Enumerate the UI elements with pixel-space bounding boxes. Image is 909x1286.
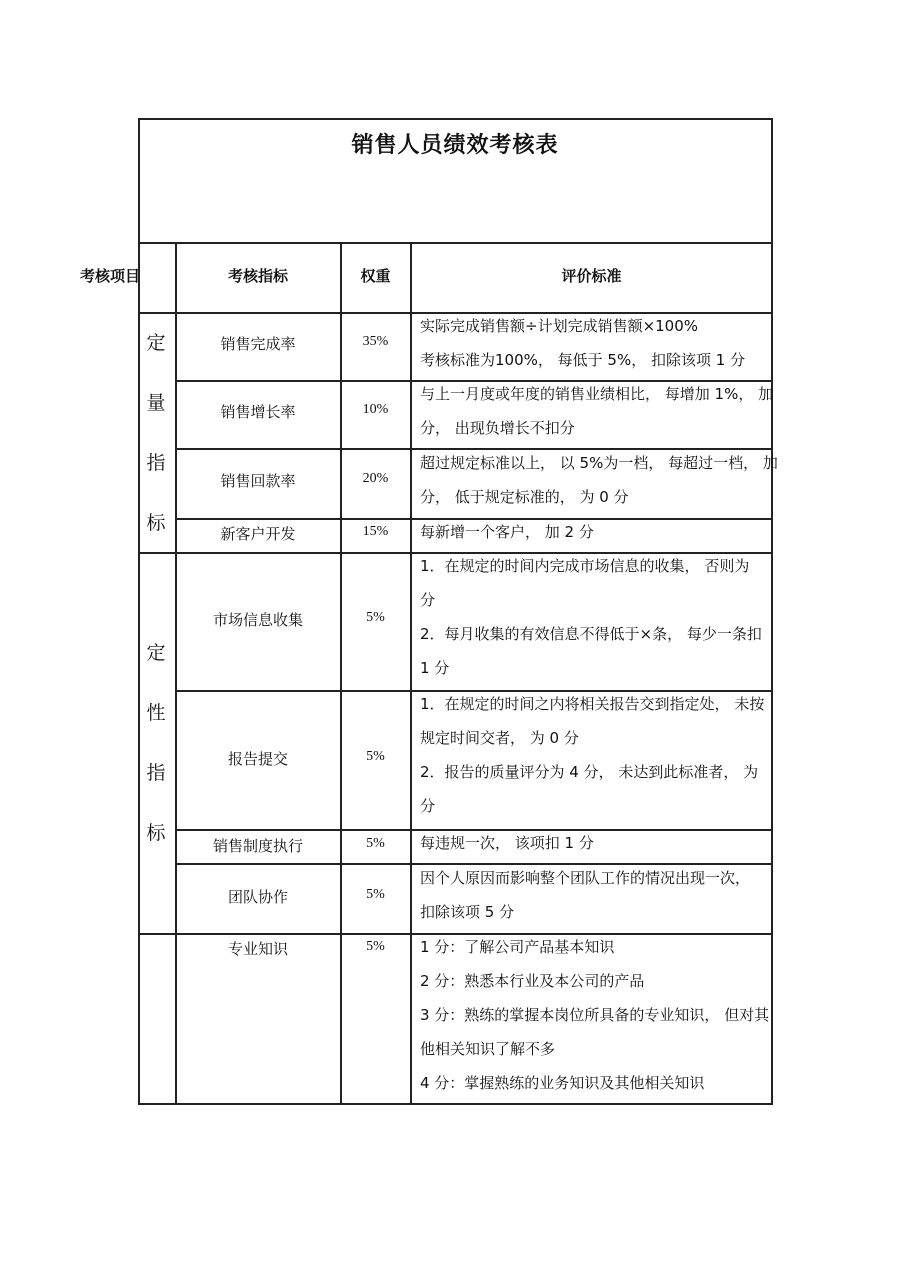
criteria-cell xyxy=(420,377,773,445)
criteria-cell xyxy=(420,515,594,549)
weight-cell: 10% xyxy=(362,402,389,417)
table-border-top xyxy=(138,118,773,120)
criteria-line: 2 分：熟悉本行业及本公司的产品 xyxy=(420,972,645,990)
criteria-line: 分 xyxy=(420,797,436,815)
indicator-cell: 专业知识 xyxy=(227,940,288,958)
weight-cell: 15% xyxy=(362,524,389,539)
col-divider-3 xyxy=(410,242,412,1104)
indicator-cell: 销售回款率 xyxy=(220,472,296,490)
criteria-line: 每违规一次， 该项扣 1 分 xyxy=(420,834,594,852)
criteria-line: 考核标准为100%， 每低于 5%， 扣除该项 1 分 xyxy=(420,351,746,369)
indicator-cell: 报告提交 xyxy=(227,750,288,768)
criteria-line: 1．在规定的时间之内将相关报告交到指定处， 未按 xyxy=(420,695,765,713)
criteria-line: 规定时间交者， 为 0 分 xyxy=(420,729,579,747)
weight-cell: 5% xyxy=(366,749,385,764)
indicator-cell: 新客户开发 xyxy=(220,525,296,543)
criteria-line: 超过规定标准以上， 以 5%为一档， 每超过一档， 加 xyxy=(420,454,778,472)
group-qualitative-char: 定 xyxy=(146,642,166,664)
weight-cell: 5% xyxy=(366,939,385,954)
table-border-bottom xyxy=(138,1103,773,1105)
group-qualitative-char: 标 xyxy=(146,822,166,844)
header-indicator: 考核指标 xyxy=(227,267,288,285)
header-criteria: 评价标准 xyxy=(561,267,622,285)
header-weight: 权重 xyxy=(360,267,391,285)
criteria-cell xyxy=(420,687,764,823)
col-divider-2 xyxy=(340,242,342,1104)
criteria-line: 分 xyxy=(420,591,436,609)
criteria-cell xyxy=(420,309,745,377)
criteria-cell xyxy=(420,861,750,929)
criteria-cell xyxy=(420,446,778,514)
criteria-line: 1．在规定的时间内完成市场信息的收集， 否则为 xyxy=(420,557,750,575)
criteria-line: 扣除该项 5 分 xyxy=(420,903,515,921)
criteria-line: 4 分：掌握熟练的业务知识及其他相关知识 xyxy=(420,1074,705,1092)
criteria-cell xyxy=(420,826,594,860)
group-qualitative-char: 性 xyxy=(146,702,166,724)
indicator-cell: 市场信息收集 xyxy=(212,611,303,629)
criteria-cell xyxy=(420,930,769,1100)
criteria-line: 分， 低于规定标准的， 为 0 分 xyxy=(420,488,629,506)
weight-cell: 5% xyxy=(366,610,385,625)
criteria-line: 分， 出现负增长不扣分 xyxy=(420,419,575,437)
group-quantitative-char: 量 xyxy=(146,392,166,414)
criteria-line: 每新增一个客户， 加 2 分 xyxy=(420,523,594,541)
criteria-line: 2．每月收集的有效信息不得低于×条， 每少一条扣 xyxy=(420,625,762,643)
criteria-line: 因个人原因而影响整个团队工作的情况出现一次， xyxy=(420,869,751,887)
indicator-cell: 销售增长率 xyxy=(220,403,296,421)
header-item: 考核项目 xyxy=(80,267,141,285)
criteria-cell xyxy=(420,549,762,685)
group-quantitative-char: 指 xyxy=(146,452,166,474)
header-top-line xyxy=(138,242,773,244)
weight-cell: 5% xyxy=(366,836,385,851)
criteria-line: 3 分：熟练的掌握本岗位所具备的专业知识， 但对其 xyxy=(420,1006,770,1024)
group-quantitative-char: 标 xyxy=(146,512,166,534)
criteria-line: 与上一月度或年度的销售业绩相比， 每增加 1%， 加 xyxy=(420,385,774,403)
criteria-line: 1 分：了解公司产品基本知识 xyxy=(420,938,615,956)
indicator-cell: 销售完成率 xyxy=(220,335,296,353)
criteria-line: 1 分 xyxy=(420,659,450,677)
group-quantitative-char: 定 xyxy=(146,332,166,354)
criteria-line: 2．报告的质量评分为 4 分， 未达到此标准者， 为 xyxy=(420,763,759,781)
criteria-line: 他相关知识了解不多 xyxy=(420,1040,556,1058)
criteria-line: 实际完成销售额÷计划完成销售额×100% xyxy=(420,317,699,335)
page-title: 销售人员绩效考核表 xyxy=(351,133,559,158)
weight-cell: 5% xyxy=(366,887,385,902)
weight-cell: 35% xyxy=(362,334,389,349)
group-qualitative-char: 指 xyxy=(146,762,166,784)
col-divider-1 xyxy=(175,242,177,1104)
indicator-cell: 销售制度执行 xyxy=(212,837,303,855)
weight-cell: 20% xyxy=(362,471,389,486)
indicator-cell: 团队协作 xyxy=(227,888,288,906)
